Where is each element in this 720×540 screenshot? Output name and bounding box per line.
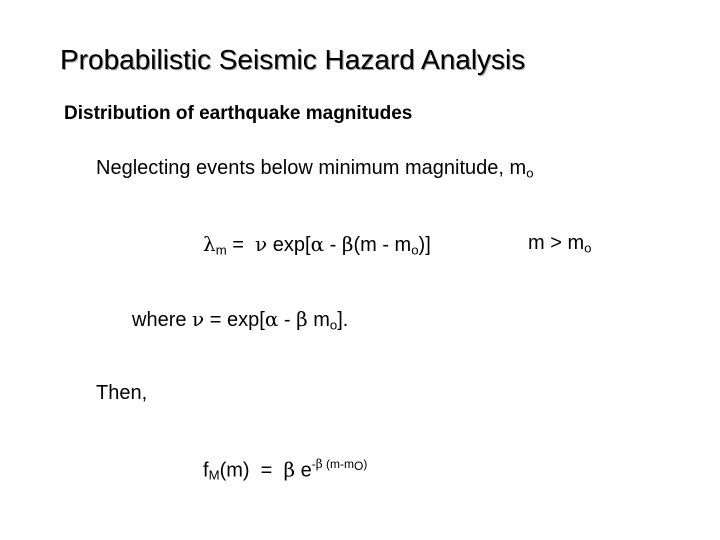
exponent [312, 457, 368, 471]
nu-def-exp: = exp[ [204, 309, 265, 331]
magnitude-condition [528, 232, 591, 255]
intro-text-main: Neglecting events below minimum magnitude, m [96, 157, 527, 179]
nu-def-minus: - [278, 309, 297, 331]
rate-equation [203, 232, 431, 257]
eq1-m-subscript: o [411, 242, 419, 258]
alpha-symbol: α [264, 307, 279, 331]
pdf-equation [203, 457, 367, 483]
where-text: where [132, 309, 193, 331]
exponent-term: (m-m [322, 457, 354, 471]
eq1-exp: exp[ [267, 234, 311, 256]
intro-text-subscript: o [526, 165, 534, 181]
f-subscript: M [208, 467, 220, 483]
nu-def-subscript: o [329, 317, 338, 333]
alpha-symbol: α [310, 232, 325, 256]
nu-def-m: m [307, 309, 330, 331]
nu-symbol: ν [255, 232, 268, 256]
lambda-symbol: λ [203, 232, 216, 256]
beta-symbol: β [296, 307, 308, 331]
then-text: Then, [96, 382, 148, 404]
nu-definition [132, 307, 348, 332]
exponent-minus: - [311, 457, 316, 471]
nu-symbol: ν [192, 307, 205, 331]
slide-title: Probabilistic Seismic Hazard Analysis [60, 44, 526, 75]
beta-symbol: β [283, 457, 296, 482]
eq1-equals: = [226, 234, 256, 256]
eq1-close: )] [418, 234, 431, 256]
exp-base: e [295, 459, 312, 482]
eq1-minus: - [324, 234, 342, 256]
section-heading: Distribution of earthquake magnitudes [64, 103, 413, 124]
eq2-equals: (m) = [219, 459, 284, 482]
lambda-subscript: m [215, 242, 227, 258]
exponent-subscript: O [353, 458, 364, 473]
condition-text: m > m [528, 232, 585, 254]
exponent-close: ) [363, 457, 368, 471]
condition-subscript: o [584, 240, 592, 256]
exponent-beta: β [315, 457, 323, 471]
beta-symbol: β [341, 232, 354, 256]
intro-text [96, 157, 534, 180]
eq1-term: (m - m [353, 234, 412, 256]
f-symbol: f [203, 459, 209, 482]
nu-def-close: ]. [337, 309, 349, 331]
